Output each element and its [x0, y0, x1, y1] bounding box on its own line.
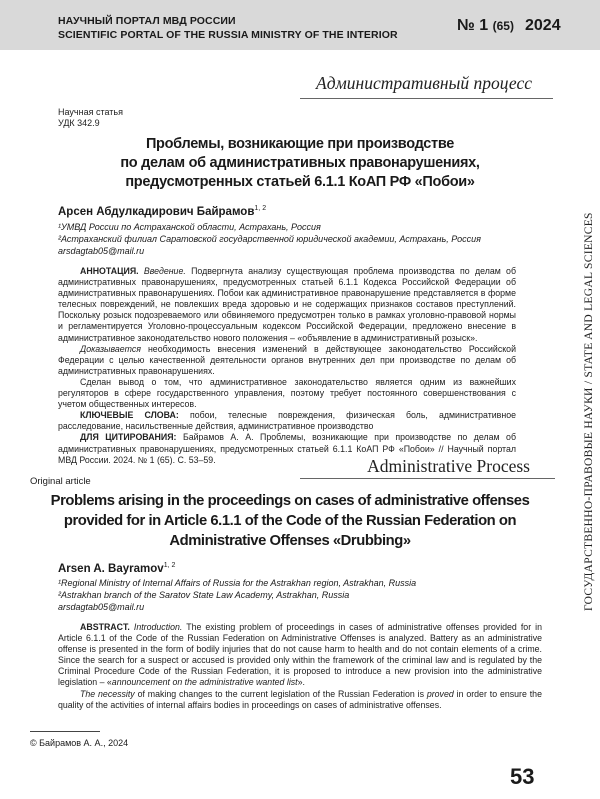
abstract-en-intro — [58, 622, 542, 689]
proved-word-en: proved — [426, 688, 454, 699]
article-type-ru: Научная статья — [58, 107, 123, 117]
author-ru-name: Арсен Абдулкадирович Байрамов — [58, 205, 255, 218]
copyright: © Байрамов А. А., 2024 — [30, 738, 129, 748]
author-email-en: arsdagtab05@mail.ru — [58, 602, 145, 612]
keywords-label-ru: КЛЮЧЕВЫЕ СЛОВА: — [80, 410, 179, 421]
issue-number-sub: (65) — [492, 19, 514, 33]
abstract-en-intro-end: ». — [297, 677, 305, 688]
keywords-ru — [58, 410, 516, 432]
section-rule-ru — [300, 98, 555, 99]
author-en-name: Arsen A. Bayramov — [58, 562, 164, 575]
abstract-en-necessity-mid: of making changes to the current legislation of the Russian Federation is — [134, 688, 427, 699]
article-title-ru — [100, 135, 500, 192]
portal-name-ru: НАУЧНЫЙ ПОРТАЛ МВД РОССИИ — [58, 15, 236, 27]
section-rule-en — [300, 478, 555, 479]
author-en — [58, 562, 175, 575]
affiliation-ru-1: ¹УМВД России по Астраханской области, Астрахань, Россия — [58, 222, 321, 232]
journal-header — [0, 0, 600, 50]
article-type-en: Original article — [30, 476, 91, 487]
intro-word-en: Introduction. — [133, 622, 183, 632]
title-ru-line: Проблемы, возникающие при производстве — [145, 136, 455, 152]
abstract-label-en: ABSTRACT. — [80, 622, 130, 632]
necessity-word-en: The necessity — [80, 688, 135, 699]
abstract-en-necessity-end: in order to ensure the quality of the activities of internal affairs bodies in proceedings on cases of administrative offenses. — [58, 688, 542, 710]
section-title-en: Administrative Process — [367, 456, 530, 476]
abstract-ru-intro — [58, 266, 516, 344]
citation-text-ru: Байрамов А. А. Проблемы, возникающие при производстве по делам об административных правонарушениях, предусмотренных статьей 6.1.1 КоАП РФ «Побои» // Научный портал МВД России. 2024. № 1 (65). С. 53–59. — [58, 432, 516, 465]
title-en-line: Administrative Offenses «Drubbing» — [169, 533, 411, 549]
author-email-ru: arsdagtab05@mail.ru — [58, 246, 145, 256]
affiliation-en-2: ²Astrakhan branch of the Saratov State Law Academy, Astrakhan, Russia — [58, 590, 350, 600]
author-ru — [58, 205, 266, 218]
affiliation-ru-2: ²Астраханский филиал Саратовской государственной юридической академии, Астрахань, Россия — [58, 234, 481, 244]
abstract-en-wanted-list: announcement on the administrative wanted list — [111, 677, 298, 688]
abstract-ru-conclusion: Сделан вывод о том, что административное законодательство является одним из важнейших регуляторов в сфере государственного управления, поэтому требует постоянного совершенствования с учетом общественных интересов. — [58, 376, 516, 410]
issue-number-main: № 1 — [457, 17, 489, 34]
abstract-ru-proof — [58, 344, 516, 377]
article-title-en — [30, 491, 550, 551]
proof-word-ru: Доказывается — [80, 343, 141, 354]
abstract-ru-intro-text: Подвергнута анализу существующая проблема производства по делам об административных правонарушениях, предусмотренных статьей 6.1.1 Кодекса Российской Федерации об административных правонарушениях. Побои как административное правонарушение представляется в форме телесных повреждений, не повлекших вреда здоровью и не содержащих признаков составов преступлений. Поскольку розыск подозреваемого или обвиняемого предусмотрен только в рамках уголовно-правовой нормы и регламентируется Уголовно-процессуальным кодексом Российской Федерации, предложено внесение в административное законодательство нового положения – «объявление в административный розыск». — [58, 266, 516, 343]
intro-word-ru: Введение. — [143, 266, 186, 276]
abstract-en — [58, 622, 542, 711]
udk-code: УДК 342.9 — [58, 118, 100, 128]
keywords-text-ru: побои, телесные повреждения, физическая боль, административное расследование, насильственные действия, административное производство — [58, 410, 516, 432]
section-title-ru: Административный процесс — [316, 73, 532, 93]
abstract-en-necessity — [58, 689, 542, 711]
title-en-line: provided for in Article 6.1.1 of the Code of the Russian Federation on — [63, 513, 517, 529]
abstract-ru-proof-text: необходимость внесения изменений в действующее законодательство Российской Федерации с целью качественной деятельности органов внутренних дел при производстве по делам об административных правонарушениях. — [58, 343, 516, 376]
side-label: ГОСУДАРСТВЕННО-ПРАВОВЫЕ НАУКИ / STATE AND LEGAL SCIENCES — [583, 212, 595, 611]
portal-name-en: SCIENTIFIC PORTAL OF THE RUSSIA MINISTRY OF THE INTERIOR — [58, 29, 398, 41]
author-ru-sup: 1, 2 — [254, 205, 267, 212]
issue-number — [457, 17, 514, 35]
page-number: 53 — [510, 764, 535, 789]
abstract-label-ru: АННОТАЦИЯ. — [80, 266, 139, 276]
abstract-ru — [58, 266, 516, 466]
title-en-line: Problems arising in the proceedings on cases of administrative offenses — [50, 493, 530, 509]
affiliation-en-1: ¹Regional Ministry of Internal Affairs of Russia for the Astrakhan region, Astrakhan, Russia — [58, 578, 417, 588]
abstract-en-intro-text: The existing problem of proceedings in cases of administrative offenses provided for in Article 6.1.1 of the Code of the Russian Federation on Administrative Offenses is analyzed. Battery as an administrative offense is presented in the form of bodily injuries that do not cause harm to health and do not contain elements of a crime. Since the search for a suspect or accused is provided only within the framework of the criminal law and is regulated by the Criminal Procedure Code of the Russian Federation, it is proposed to introduce a new provision into the administrative legislation – « — [58, 622, 543, 688]
title-ru-line: предусмотренных статьей 6.1.1 КоАП РФ «Побои» — [125, 174, 475, 190]
title-ru-line: по делам об административных правонарушениях, — [120, 155, 480, 171]
footnote-rule — [30, 731, 100, 732]
citation-label-ru: ДЛЯ ЦИТИРОВАНИЯ: — [80, 432, 177, 443]
author-en-sup: 1, 2 — [163, 562, 176, 569]
issue-year: 2024 — [525, 17, 561, 34]
